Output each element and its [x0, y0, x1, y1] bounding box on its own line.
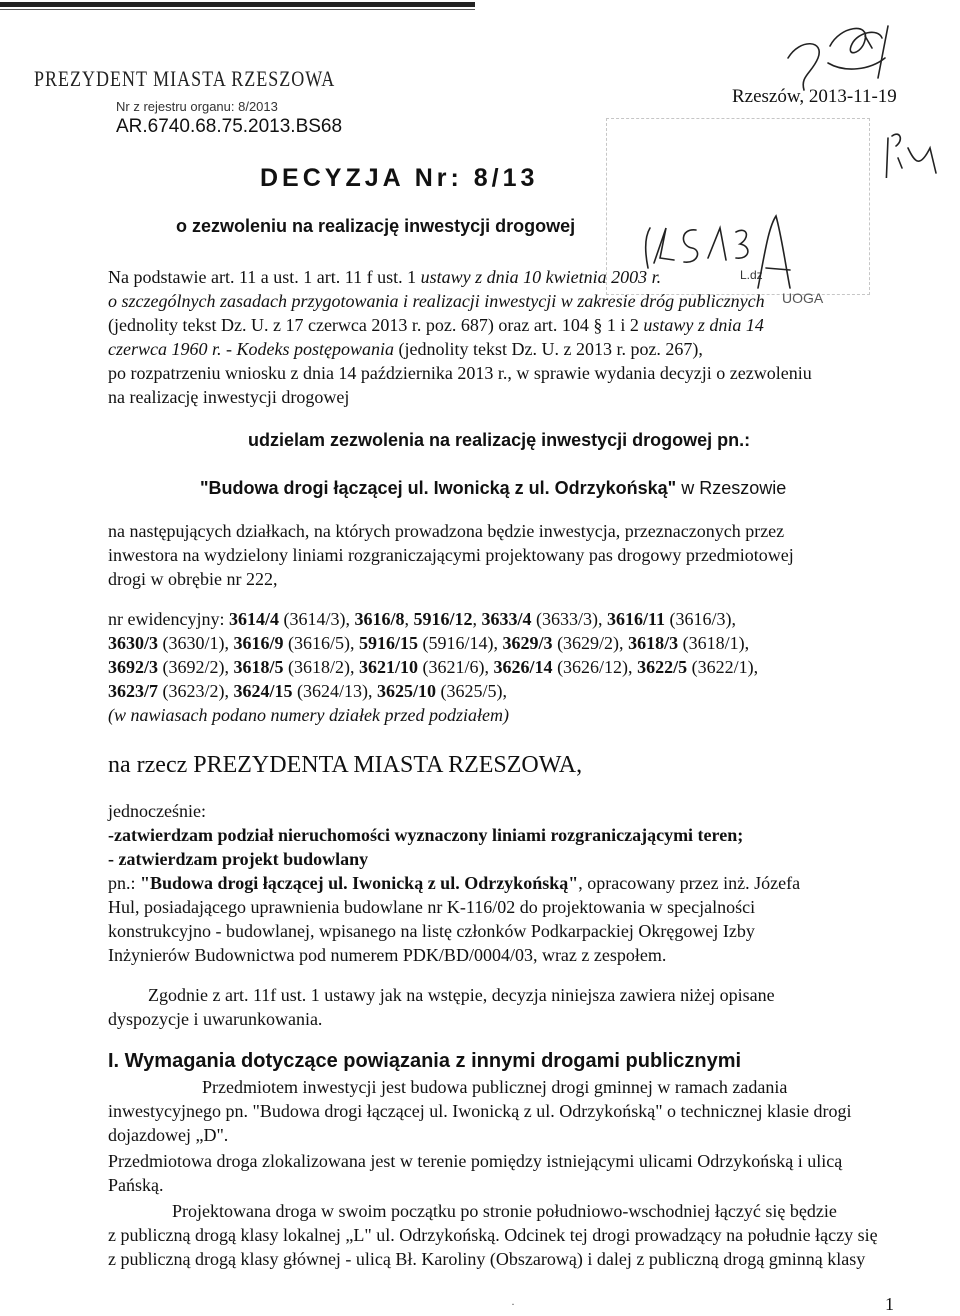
plots-note: (w nawiasach podano numery działek przed podziałem) — [108, 705, 509, 725]
plot-previous-number: (3618/2), — [283, 657, 360, 677]
plot-previous-number: , — [404, 609, 414, 629]
beneficiary: na rzecz PREZYDENTA MIASTA RZESZOWA, — [108, 752, 583, 778]
page-dot: · — [511, 1297, 515, 1311]
plot-previous-number: (3633/3), — [531, 609, 608, 629]
plot-number: 3618/3 — [628, 633, 679, 653]
plot-number: 3629/3 — [502, 633, 553, 653]
plot-number: 3621/10 — [359, 657, 419, 677]
plot-previous-number: (5916/14), — [418, 633, 503, 653]
stamp-ldz-label: L.dz — [740, 268, 763, 282]
plot-previous-number: (3626/12), — [552, 657, 638, 677]
accordance-line-2: dyspozycje i uwarunkowania. — [108, 1009, 323, 1029]
plot-number: 3618/5 — [233, 657, 284, 677]
legal-basis-line-3: (jednolity tekst Dz. U. z 17 czerwca 2013 r. poz. 687) oraz art. 104 § 1 i 2 ustawy z dnia 14 — [108, 315, 764, 335]
approval-item-1: -zatwierdzam podział nieruchomości wyznaczony liniami rozgraniczającymi teren; — [108, 825, 744, 845]
plot-previous-number: (3621/6), — [418, 657, 494, 677]
legal-basis-line-1: Na podstawie art. 11 a ust. 1 art. 11 f ust. 1 ustawy z dnia 10 kwietnia 2003 r. — [108, 267, 662, 287]
legal-basis-line-6: na realizację inwestycji drogowej — [108, 387, 350, 407]
top-border-line-thin — [0, 9, 475, 10]
plot-number: 3626/14 — [493, 657, 553, 677]
grant-statement: udzielam zezwolenia na realizację inwestycji drogowej pn.: — [248, 430, 751, 450]
plot-previous-number: (3623/2), — [158, 681, 234, 701]
plot-number: 3622/5 — [637, 657, 688, 677]
plot-previous-number: (3692/2), — [158, 657, 234, 677]
project-line-4: Inżynierów Budownictwa pod numerem PDK/BD/0004/03, wraz z zespołem. — [108, 945, 667, 965]
section-1-p2-line-1: Przedmiotowa droga zlokalizowana jest w terenie pomiędzy istniejącymi ulicami Odrzykońską i ulicą — [108, 1151, 843, 1171]
section-1-p1-line-1: Przedmiotem inwestycji jest budowa publicznej drogi gminnej w ramach zadania — [202, 1077, 788, 1097]
plots-row: nr ewidencyjny: 3614/4 (3614/3), 3616/8, 5916/12, 3633/4 (3633/3), 3616/11 (3616/3), — [108, 609, 737, 629]
plot-number: 3624/15 — [233, 681, 293, 701]
section-1-p1-line-2: inwestycyjnego pn. "Budowa drogi łączącej ul. Iwonicką z ul. Odrzykońską" o technicznej klasie drogi — [108, 1101, 852, 1121]
office-name: PREZYDENT MIASTA RZESZOWA — [34, 66, 336, 91]
plot-previous-number: (3630/1), — [158, 633, 234, 653]
plot-number: 3616/11 — [607, 609, 666, 629]
decision-subtitle: o zezwoleniu na realizację inwestycji drogowej — [176, 216, 576, 236]
simultaneously-label: jednocześnie: — [108, 801, 206, 821]
decision-title: DECYZJA Nr: 8/13 — [260, 164, 539, 192]
plots-row — [108, 656, 900, 679]
plots-row — [108, 680, 900, 703]
plot-previous-number: (3629/2), — [552, 633, 629, 653]
case-number: AR.6740.68.75.2013.BS68 — [116, 116, 343, 137]
stamp-number: UOGA — [782, 290, 824, 306]
legal-basis-line-5: po rozpatrzeniu wniosku z dnia 14 października 2013 r., w sprawie wydania decyzji o zezwoleniu — [108, 363, 812, 383]
plots-row — [108, 632, 900, 655]
section-1-p3-line-2: z publiczną drogą klasy lokalnej „L" ul. Odrzykońską. Odcinek tej drogi prowadzący na południe łączy się — [108, 1225, 878, 1245]
plot-number: 3692/3 — [108, 657, 159, 677]
legal-basis-line-4: czerwca 1960 r. - Kodeks postępowania (jednolity tekst Dz. U. z 2013 r. poz. 267), — [108, 339, 703, 359]
section-1-p1-line-3: dojazdowej „D". — [108, 1125, 229, 1145]
accordance-line-1: Zgodnie z art. 11f ust. 1 ustawy jak na wstępie, decyzja niniejsza zawiera niżej opisane — [148, 985, 775, 1005]
plot-number: 5916/15 — [359, 633, 419, 653]
page-number: 1 — [885, 1294, 894, 1314]
plot-number: 5916/12 — [413, 609, 473, 629]
project-line-3: konstrukcyjno - budowlanej, wpisanego na listę członków Podkarpackiej Okręgowej Izby — [108, 921, 755, 941]
plot-previous-number: (3624/13), — [292, 681, 378, 701]
project-name-line: pn.: "Budowa drogi łączącej ul. Iwonicką z ul. Odrzykońską", opracowany przez inż. Józefa — [108, 873, 801, 893]
plot-number: 3616/9 — [233, 633, 284, 653]
plots-intro-line-1: na następujących działkach, na których prowadzona będzie inwestycja, przeznaczonych przez — [108, 521, 785, 541]
approval-item-2: - zatwierdzam projekt budowlany — [108, 849, 369, 869]
registry-number: Nr z rejestru organu: 8/2013 — [116, 99, 278, 114]
plots-intro-line-2: inwestora na wydzielony liniami rozgraniczającymi projektowany pas drogowy przedmiotowej — [108, 545, 794, 565]
section-1-p2-line-2: Pańską. — [108, 1175, 164, 1195]
road-name: "Budowa drogi łączącej ul. Iwonicką z ul. Odrzykońską" w Rzeszowie — [200, 478, 787, 498]
plot-previous-number: (3616/3), — [665, 609, 737, 629]
plot-previous-number: (3614/3), — [278, 609, 355, 629]
plot-number: 3616/8 — [354, 609, 405, 629]
legal-basis-line-2: o szczególnych zasadach przygotowania i realizacji inwestycji w zakresie dróg publicznych — [108, 291, 765, 311]
section-1-heading: I. Wymagania dotyczące powiązania z innymi drogami publicznymi — [108, 1050, 742, 1072]
plot-previous-number: (3622/1), — [687, 657, 759, 677]
plot-number: 3633/4 — [481, 609, 532, 629]
place-date: Rzeszów, 2013-11-19 — [732, 86, 897, 107]
plot-number: 3630/3 — [108, 633, 159, 653]
section-1-p3-line-1: Projektowana droga w swoim początku po stronie południowo-wschodniej łączyć się będzie — [172, 1201, 837, 1221]
plot-previous-number: (3618/1), — [678, 633, 750, 653]
plot-previous-number: (3616/5), — [283, 633, 360, 653]
plot-number: 3625/10 — [377, 681, 437, 701]
project-line-2: Hul, posiadającego uprawnienia budowlane nr K-116/02 do projektowania w specjalności — [108, 897, 756, 917]
plot-previous-number: (3625/5), — [436, 681, 508, 701]
plot-number: 3623/7 — [108, 681, 159, 701]
top-border-line — [0, 2, 475, 7]
plots-intro-line-3: drogi w obrębie nr 222, — [108, 569, 278, 589]
plot-previous-number: , — [472, 609, 482, 629]
section-1-p3-line-3: z publiczną drogą klasy głównej - ulicą Bł. Karoliny (Obszarową) i dalej z publiczną drogą gminną klasy — [108, 1249, 866, 1269]
plot-number: 3614/4 — [228, 609, 279, 629]
